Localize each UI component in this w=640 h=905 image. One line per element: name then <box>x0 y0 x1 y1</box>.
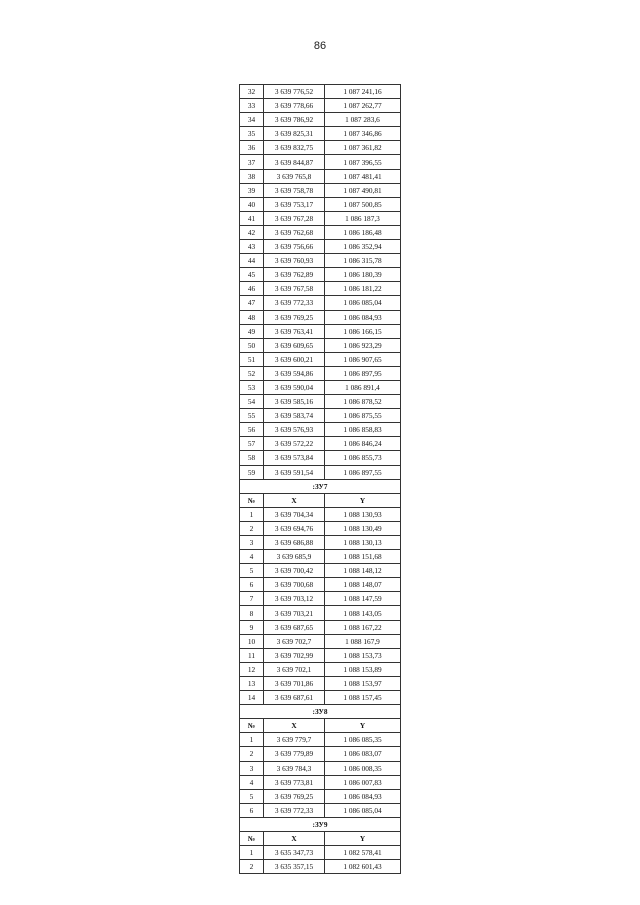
coord-x: 3 639 700,68 <box>264 578 325 592</box>
point-number: 58 <box>240 451 264 465</box>
coord-y: 1 087 490,81 <box>325 183 401 197</box>
coord-x: 3 639 687,65 <box>264 620 325 634</box>
point-number: 2 <box>240 860 264 874</box>
coord-y: 1 086 875,55 <box>325 409 401 423</box>
header-y: Y <box>325 493 401 507</box>
table-row <box>240 395 401 409</box>
table-row <box>240 352 401 366</box>
point-number: 14 <box>240 691 264 705</box>
point-number: 9 <box>240 620 264 634</box>
coord-x: 3 639 591,54 <box>264 465 325 479</box>
table-header-row <box>240 719 401 733</box>
coord-x: 3 639 590,04 <box>264 380 325 394</box>
point-number: 46 <box>240 282 264 296</box>
point-number: 51 <box>240 352 264 366</box>
table-row <box>240 592 401 606</box>
coord-x: 3 639 753,17 <box>264 197 325 211</box>
coord-y: 1 086 007,83 <box>325 775 401 789</box>
table-row <box>240 775 401 789</box>
coord-y: 1 088 143,05 <box>325 606 401 620</box>
coord-x: 3 639 844,87 <box>264 155 325 169</box>
point-number: 59 <box>240 465 264 479</box>
point-number: 33 <box>240 99 264 113</box>
coord-x: 3 639 765,8 <box>264 169 325 183</box>
table-row <box>240 761 401 775</box>
table-row <box>240 183 401 197</box>
table-row <box>240 127 401 141</box>
coord-y: 1 088 130,49 <box>325 521 401 535</box>
table-row <box>240 803 401 817</box>
point-number: 47 <box>240 296 264 310</box>
table-row <box>240 606 401 620</box>
coord-y: 1 087 500,85 <box>325 197 401 211</box>
header-number: № <box>240 493 264 507</box>
table-row <box>240 113 401 127</box>
coord-x: 3 639 762,89 <box>264 268 325 282</box>
coord-x: 3 639 703,21 <box>264 606 325 620</box>
coord-x: 3 639 703,12 <box>264 592 325 606</box>
coord-y: 1 086 878,52 <box>325 395 401 409</box>
coord-y: 1 086 186,48 <box>325 225 401 239</box>
table-row <box>240 296 401 310</box>
point-number: 2 <box>240 747 264 761</box>
coord-x: 3 639 572,22 <box>264 437 325 451</box>
table-row <box>240 634 401 648</box>
table-row <box>240 860 401 874</box>
table-row <box>240 338 401 352</box>
coord-y: 1 088 130,13 <box>325 536 401 550</box>
point-number: 57 <box>240 437 264 451</box>
table-row <box>240 465 401 479</box>
point-number: 32 <box>240 85 264 99</box>
table-row <box>240 254 401 268</box>
coord-y: 1 086 181,22 <box>325 282 401 296</box>
coord-x: 3 639 573,84 <box>264 451 325 465</box>
point-number: 10 <box>240 634 264 648</box>
table-row <box>240 225 401 239</box>
coord-y: 1 086 858,83 <box>325 423 401 437</box>
point-number: 6 <box>240 803 264 817</box>
coord-y: 1 087 346,86 <box>325 127 401 141</box>
table-row <box>240 141 401 155</box>
coord-y: 1 086 008,35 <box>325 761 401 775</box>
coord-y: 1 087 396,55 <box>325 155 401 169</box>
section-title-row <box>240 479 401 493</box>
point-number: 40 <box>240 197 264 211</box>
header-y: Y <box>325 831 401 845</box>
coord-y: 1 088 167,22 <box>325 620 401 634</box>
coord-y: 1 082 601,43 <box>325 860 401 874</box>
coord-x: 3 639 694,76 <box>264 521 325 535</box>
table-row <box>240 437 401 451</box>
table-row <box>240 550 401 564</box>
coord-x: 3 639 704,34 <box>264 507 325 521</box>
section-title-row <box>240 817 401 831</box>
coord-y: 1 088 148,12 <box>325 564 401 578</box>
header-number: № <box>240 831 264 845</box>
coord-y: 1 086 085,35 <box>325 733 401 747</box>
coord-x: 3 639 701,86 <box>264 676 325 690</box>
point-number: 54 <box>240 395 264 409</box>
point-number: 48 <box>240 310 264 324</box>
coord-x: 3 639 702,7 <box>264 634 325 648</box>
coord-x: 3 639 767,58 <box>264 282 325 296</box>
coord-y: 1 082 578,41 <box>325 846 401 860</box>
header-x: X <box>264 719 325 733</box>
coord-x: 3 639 760,93 <box>264 254 325 268</box>
point-number: 12 <box>240 662 264 676</box>
coord-x: 3 639 772,33 <box>264 803 325 817</box>
coordinates-table <box>239 84 401 874</box>
coord-x: 3 639 779,89 <box>264 747 325 761</box>
coord-x: 3 639 763,41 <box>264 324 325 338</box>
table-row <box>240 789 401 803</box>
point-number: 39 <box>240 183 264 197</box>
section-title-row <box>240 705 401 719</box>
point-number: 52 <box>240 366 264 380</box>
point-number: 3 <box>240 761 264 775</box>
point-number: 3 <box>240 536 264 550</box>
point-number: 4 <box>240 775 264 789</box>
table-row <box>240 662 401 676</box>
coord-y: 1 086 897,95 <box>325 366 401 380</box>
point-number: 2 <box>240 521 264 535</box>
coord-y: 1 088 151,68 <box>325 550 401 564</box>
header-y: Y <box>325 719 401 733</box>
coord-y: 1 088 167,9 <box>325 634 401 648</box>
header-x: X <box>264 831 325 845</box>
coord-y: 1 086 315,78 <box>325 254 401 268</box>
table-row <box>240 310 401 324</box>
point-number: 37 <box>240 155 264 169</box>
coord-x: 3 639 609,65 <box>264 338 325 352</box>
coord-y: 1 086 846,24 <box>325 437 401 451</box>
coord-x: 3 639 594,86 <box>264 366 325 380</box>
point-number: 44 <box>240 254 264 268</box>
point-number: 1 <box>240 507 264 521</box>
coord-x: 3 639 786,92 <box>264 113 325 127</box>
table-row <box>240 521 401 535</box>
coord-x: 3 639 769,25 <box>264 789 325 803</box>
coord-x: 3 639 767,28 <box>264 211 325 225</box>
coord-y: 1 086 897,55 <box>325 465 401 479</box>
coord-y: 1 086 084,93 <box>325 789 401 803</box>
table-row <box>240 268 401 282</box>
coord-y: 1 086 891,4 <box>325 380 401 394</box>
point-number: 13 <box>240 676 264 690</box>
header-x: X <box>264 493 325 507</box>
point-number: 53 <box>240 380 264 394</box>
table-row <box>240 451 401 465</box>
coord-x: 3 639 576,93 <box>264 423 325 437</box>
coord-y: 1 086 084,93 <box>325 310 401 324</box>
table-row <box>240 620 401 634</box>
coord-y: 1 086 855,73 <box>325 451 401 465</box>
coord-x: 3 639 758,78 <box>264 183 325 197</box>
coord-y: 1 087 283,6 <box>325 113 401 127</box>
section-title: :ЗУ8 <box>240 705 401 719</box>
point-number: 34 <box>240 113 264 127</box>
section-title: :ЗУ9 <box>240 817 401 831</box>
coord-x: 3 639 825,31 <box>264 127 325 141</box>
table-row <box>240 747 401 761</box>
coord-y: 1 086 083,07 <box>325 747 401 761</box>
point-number: 55 <box>240 409 264 423</box>
point-number: 6 <box>240 578 264 592</box>
coord-x: 3 639 772,33 <box>264 296 325 310</box>
point-number: 5 <box>240 789 264 803</box>
point-number: 41 <box>240 211 264 225</box>
coord-x: 3 639 832,75 <box>264 141 325 155</box>
table-row <box>240 324 401 338</box>
point-number: 36 <box>240 141 264 155</box>
page-number: 86 <box>313 40 327 52</box>
coord-y: 1 086 166,15 <box>325 324 401 338</box>
table-row <box>240 691 401 705</box>
point-number: 4 <box>240 550 264 564</box>
table-row <box>240 197 401 211</box>
point-number: 1 <box>240 846 264 860</box>
coord-y: 1 088 153,97 <box>325 676 401 690</box>
coord-y: 1 086 085,04 <box>325 803 401 817</box>
point-number: 7 <box>240 592 264 606</box>
coord-y: 1 087 481,41 <box>325 169 401 183</box>
table-row <box>240 846 401 860</box>
coord-y: 1 086 187,3 <box>325 211 401 225</box>
table-row <box>240 676 401 690</box>
coord-x: 3 639 600,21 <box>264 352 325 366</box>
point-number: 45 <box>240 268 264 282</box>
coord-x: 3 639 756,66 <box>264 240 325 254</box>
coord-x: 3 639 585,16 <box>264 395 325 409</box>
section-title: :ЗУ7 <box>240 479 401 493</box>
point-number: 42 <box>240 225 264 239</box>
coord-y: 1 088 147,59 <box>325 592 401 606</box>
coord-x: 3 635 347,73 <box>264 846 325 860</box>
coord-y: 1 086 085,04 <box>325 296 401 310</box>
table-header-row <box>240 493 401 507</box>
table-row <box>240 536 401 550</box>
coord-y: 1 088 148,07 <box>325 578 401 592</box>
coord-y: 1 088 153,73 <box>325 648 401 662</box>
coord-x: 3 639 686,88 <box>264 536 325 550</box>
table-row <box>240 423 401 437</box>
coord-y: 1 086 180,39 <box>325 268 401 282</box>
table-header-row <box>240 831 401 845</box>
point-number: 35 <box>240 127 264 141</box>
coord-y: 1 087 361,82 <box>325 141 401 155</box>
coord-x: 3 639 784,3 <box>264 761 325 775</box>
coord-y: 1 086 907,65 <box>325 352 401 366</box>
coord-x: 3 639 762,68 <box>264 225 325 239</box>
coord-y: 1 087 241,16 <box>325 85 401 99</box>
coord-x: 3 639 773,81 <box>264 775 325 789</box>
point-number: 1 <box>240 733 264 747</box>
table-row <box>240 85 401 99</box>
coord-y: 1 088 153,89 <box>325 662 401 676</box>
coord-x: 3 639 779,7 <box>264 733 325 747</box>
table-row <box>240 507 401 521</box>
coord-y: 1 086 352,94 <box>325 240 401 254</box>
point-number: 49 <box>240 324 264 338</box>
coord-x: 3 639 700,42 <box>264 564 325 578</box>
coord-x: 3 639 702,99 <box>264 648 325 662</box>
coord-x: 3 639 769,25 <box>264 310 325 324</box>
point-number: 38 <box>240 169 264 183</box>
table-row <box>240 169 401 183</box>
point-number: 11 <box>240 648 264 662</box>
coord-x: 3 639 778,66 <box>264 99 325 113</box>
point-number: 5 <box>240 564 264 578</box>
table-row <box>240 648 401 662</box>
coord-x: 3 639 702,1 <box>264 662 325 676</box>
table-row <box>240 155 401 169</box>
coord-x: 3 635 357,15 <box>264 860 325 874</box>
table-row <box>240 564 401 578</box>
coord-x: 3 639 687,61 <box>264 691 325 705</box>
table-row <box>240 211 401 225</box>
table-row <box>240 366 401 380</box>
table-row <box>240 99 401 113</box>
coord-y: 1 088 130,93 <box>325 507 401 521</box>
table-row <box>240 380 401 394</box>
table-row <box>240 282 401 296</box>
coord-y: 1 088 157,45 <box>325 691 401 705</box>
coord-y: 1 086 923,29 <box>325 338 401 352</box>
point-number: 56 <box>240 423 264 437</box>
table-row <box>240 733 401 747</box>
coord-y: 1 087 262,77 <box>325 99 401 113</box>
point-number: 8 <box>240 606 264 620</box>
coord-x: 3 639 776,52 <box>264 85 325 99</box>
point-number: 50 <box>240 338 264 352</box>
table-row <box>240 578 401 592</box>
table-row <box>240 240 401 254</box>
header-number: № <box>240 719 264 733</box>
coord-x: 3 639 685,9 <box>264 550 325 564</box>
coord-x: 3 639 583,74 <box>264 409 325 423</box>
table-row <box>240 409 401 423</box>
point-number: 43 <box>240 240 264 254</box>
